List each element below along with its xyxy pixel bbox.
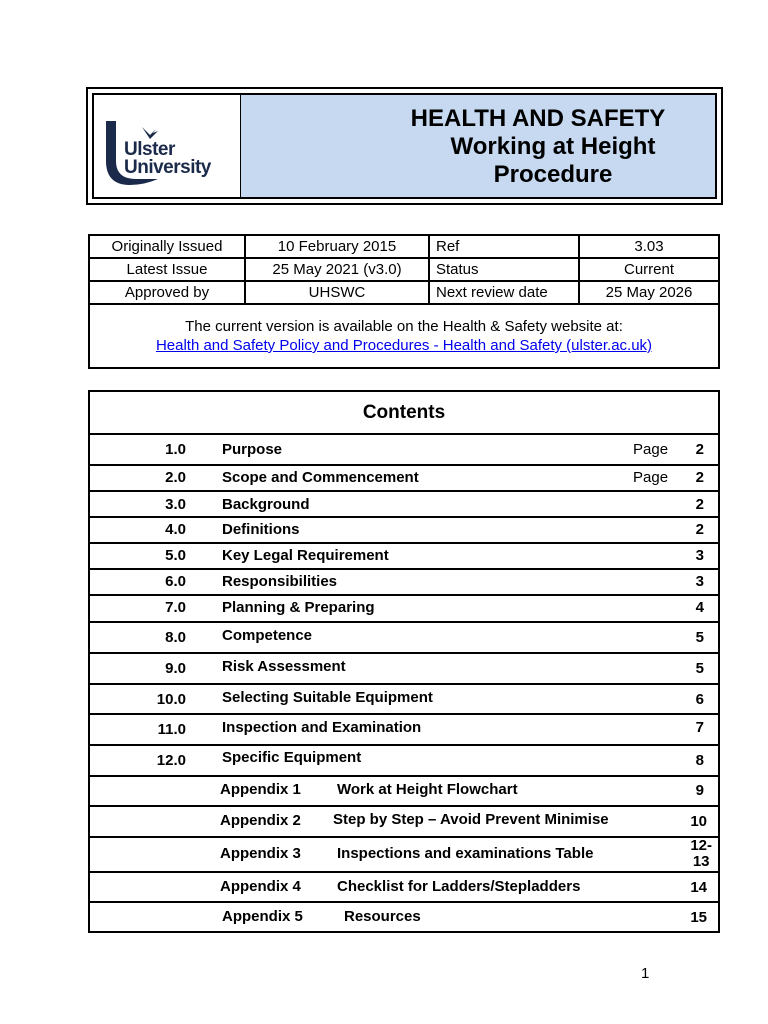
contents-page: 3 xyxy=(695,547,704,564)
contents-row[interactable] xyxy=(90,492,718,518)
contents-row[interactable] xyxy=(90,435,718,466)
appendix-row[interactable] xyxy=(90,807,718,838)
appendix-page: 14 xyxy=(690,879,707,896)
info-value2: Current xyxy=(579,258,719,281)
appendix-row[interactable] xyxy=(90,873,718,903)
appendix-number: Appendix 3 xyxy=(220,845,301,862)
contents-row[interactable] xyxy=(90,685,718,715)
contents-label: Risk Assessment xyxy=(222,658,346,675)
info-value: 10 February 2015 xyxy=(245,235,429,258)
appendix-page: 9 xyxy=(695,782,704,799)
appendix-row[interactable] xyxy=(90,903,718,931)
contents-number: 9.0 xyxy=(165,660,186,677)
appendix-label: Work at Height Flowchart xyxy=(337,781,518,798)
contents-number: 8.0 xyxy=(165,629,186,646)
contents-row[interactable] xyxy=(90,623,718,654)
appendix-page-start: 12- xyxy=(690,837,712,854)
contents-label: Specific Equipment xyxy=(222,749,362,766)
header-inner-frame xyxy=(92,93,717,199)
appendix-page: 10 xyxy=(690,813,707,830)
contents-label: Definitions xyxy=(222,521,300,538)
appendix-number: Appendix 4 xyxy=(220,878,301,895)
title-cell xyxy=(241,95,715,197)
contents-page: 2 xyxy=(695,521,704,538)
info-note-row xyxy=(89,304,719,368)
contents-number: 2.0 xyxy=(165,469,186,486)
contents-row[interactable] xyxy=(90,715,718,746)
appendix-page-end: 13 xyxy=(692,853,710,870)
contents-row[interactable] xyxy=(90,544,718,570)
contents-label: Background xyxy=(222,496,310,513)
document-info-table xyxy=(88,234,720,369)
contents-row[interactable] xyxy=(90,596,718,623)
info-row xyxy=(89,281,719,304)
appendix-label: Inspections and examinations Table xyxy=(337,845,594,862)
contents-number: 6.0 xyxy=(165,573,186,590)
contents-row[interactable] xyxy=(90,518,718,544)
contents-number: 3.0 xyxy=(165,496,186,513)
contents-page: 4 xyxy=(695,599,704,616)
page-number: 1 xyxy=(641,965,650,982)
contents-label: Planning & Preparing xyxy=(222,599,375,616)
contents-number: 5.0 xyxy=(165,547,186,564)
info-label2: Status xyxy=(429,258,579,281)
contents-label: Purpose xyxy=(222,441,283,458)
appendix-row[interactable] xyxy=(90,777,718,807)
title-health-and-safety: HEALTH AND SAFETY xyxy=(410,105,666,132)
info-label: Originally Issued xyxy=(89,235,245,258)
contents-number: 11.0 xyxy=(157,721,186,738)
appendix-label: Checklist for Ladders/Stepladders xyxy=(337,878,581,895)
contents-title: Contents xyxy=(90,392,718,435)
contents-number: 4.0 xyxy=(165,521,186,538)
contents-table xyxy=(88,390,720,933)
contents-row[interactable] xyxy=(90,570,718,596)
document-header xyxy=(86,87,723,205)
appendix-number: Appendix 5 xyxy=(222,908,303,925)
contents-page: 5 xyxy=(695,660,704,677)
contents-label: Selecting Suitable Equipment xyxy=(222,689,433,706)
info-value: UHSWC xyxy=(245,281,429,304)
contents-page: 3 xyxy=(695,573,704,590)
title-working-at-height: Working at Height xyxy=(450,133,656,160)
logo-text-university: University xyxy=(124,157,211,178)
appendix-page: 15 xyxy=(690,909,707,926)
contents-page: 2 xyxy=(695,469,704,486)
info-label: Approved by xyxy=(89,281,245,304)
contents-page: 2 xyxy=(695,441,704,458)
info-value2: 3.03 xyxy=(579,235,719,258)
info-value: 25 May 2021 (v3.0) xyxy=(245,258,429,281)
contents-row[interactable] xyxy=(90,654,718,685)
info-label: Latest Issue xyxy=(89,258,245,281)
title-procedure: Procedure xyxy=(493,161,613,188)
contents-page: 8 xyxy=(695,752,704,769)
contents-label: Responsibilities xyxy=(222,573,338,590)
contents-page-word: Page xyxy=(633,469,669,486)
appendix-row[interactable] xyxy=(90,838,718,873)
info-label2: Ref xyxy=(429,235,579,258)
contents-label: Key Legal Requirement xyxy=(222,547,389,564)
info-value2: 25 May 2026 xyxy=(579,281,719,304)
info-note-text: The current version is available on the Health & Safety website at: xyxy=(185,318,623,335)
contents-label: Scope and Commencement xyxy=(222,469,419,486)
contents-number: 10.0 xyxy=(156,691,186,708)
contents-page: 7 xyxy=(695,719,704,736)
contents-number: 7.0 xyxy=(165,599,186,616)
appendix-label: Resources xyxy=(344,908,421,925)
info-row xyxy=(89,235,719,258)
contents-page: 2 xyxy=(695,496,704,513)
contents-row[interactable] xyxy=(90,466,718,492)
contents-row[interactable] xyxy=(90,746,718,777)
info-row xyxy=(89,258,719,281)
appendix-number: Appendix 1 xyxy=(220,781,301,798)
logo-cell xyxy=(94,95,241,197)
logo-text-ulster: Ulster xyxy=(124,139,175,160)
contents-page-word: Page xyxy=(633,441,669,458)
info-note-cell xyxy=(89,304,719,368)
appendix-page xyxy=(690,838,712,870)
info-label2: Next review date xyxy=(429,281,579,304)
contents-page: 5 xyxy=(695,629,704,646)
contents-number: 1.0 xyxy=(165,441,186,458)
contents-label: Inspection and Examination xyxy=(222,719,422,736)
appendix-label: Step by Step – Avoid Prevent Minimise xyxy=(333,811,609,828)
health-safety-link[interactable]: Health and Safety Policy and Procedures - Health and Safety (ulster.ac.uk) xyxy=(155,337,653,354)
contents-label: Competence xyxy=(222,627,313,644)
contents-number: 12.0 xyxy=(156,752,186,769)
contents-page: 6 xyxy=(695,691,704,708)
appendix-number: Appendix 2 xyxy=(220,812,301,829)
